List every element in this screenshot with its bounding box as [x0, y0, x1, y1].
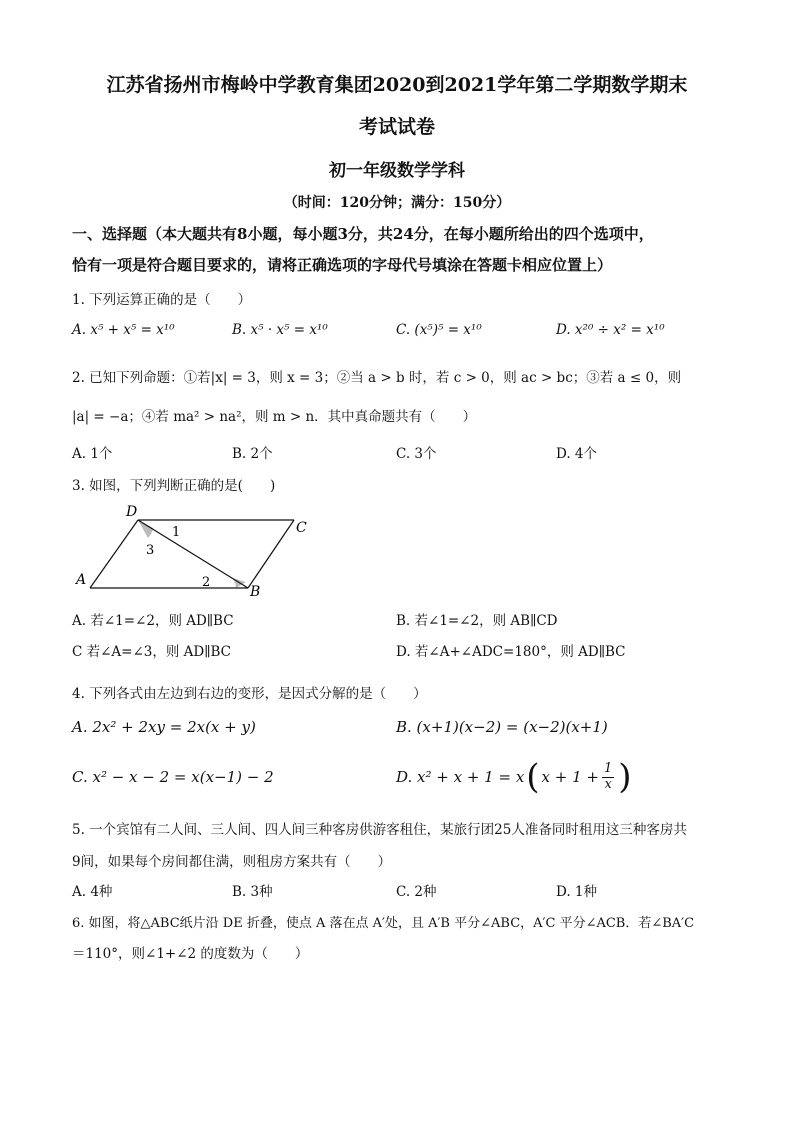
q2-option-d: D. 4个: [556, 446, 598, 462]
label-angle-2: 2: [202, 575, 211, 590]
section1-heading-line1: 一、选择题（本大题共有8小题，每小题3分，共24分，在每小题所给出的四个选项中，: [72, 225, 654, 243]
q5-option-a: A. 4种: [72, 884, 113, 900]
q5-option-c: C. 2种: [396, 884, 437, 900]
q4-fraction-numerator: 1: [604, 760, 613, 776]
q5-stem-line1: 5. 一个宾馆有二人间、三人间、四人间三种客房供游客租住，某旅行团25人准备同时租用这三种客房共: [72, 822, 687, 838]
q4-option-d-inner: x + 1 +: [541, 768, 599, 786]
q5-stem-line2: 9间，如果每个房间都住满，则租房方案共有（ ）: [72, 854, 392, 870]
q1-option-b: B. x⁵ · x⁵ = x¹⁰: [232, 322, 328, 338]
q3-parallelogram-figure: [70, 500, 320, 600]
exam-title-line1: 江苏省扬州市梅岭中学教育集团2020到2021学年第二学期数学期末: [106, 74, 688, 96]
q4-fraction: [602, 762, 614, 793]
exam-title-line2: 考试试卷: [358, 116, 435, 138]
q1-option-a: A. x⁵ + x⁵ = x¹⁰: [72, 322, 175, 338]
label-b: B: [250, 584, 261, 600]
q4-option-d: [396, 754, 632, 800]
exam-subtitle: 初一年级数学学科: [329, 161, 465, 181]
q4-option-d-prefix: D. x² + x + 1 = x: [396, 768, 525, 786]
q3-stem: 3. 如图，下列判断正确的是( ): [72, 478, 276, 494]
diagonal-db: [138, 520, 248, 588]
label-angle-3: 3: [146, 543, 155, 558]
side-cb: [248, 520, 294, 588]
side-ad: [90, 520, 138, 588]
q4-stem: 4. 下列各式由左边到右边的变形，是因式分解的是（ ）: [72, 686, 427, 702]
q2-option-b: B. 2个: [232, 446, 273, 462]
q3-option-a: A. 若∠1=∠2，则 AD∥BC: [72, 613, 234, 629]
q1-option-d: D. x²⁰ ÷ x² = x¹⁰: [556, 322, 665, 338]
q1-stem: 1. 下列运算正确的是（ ）: [72, 292, 252, 308]
q3-option-d: D. 若∠A+∠ADC=180°，则 AD∥BC: [396, 644, 626, 660]
section1-heading-line2: 恰有一项是符合题目要求的，请将正确选项的字母代号填涂在答题卡相应位置上）: [72, 256, 613, 274]
q4-option-c: C. x² − x − 2 = x(x−1) − 2: [72, 768, 274, 786]
angle-shade-d: [138, 520, 153, 538]
label-c: C: [296, 520, 307, 536]
q4-option-a: A. 2x² + 2xy = 2x(x + y): [72, 718, 256, 736]
q2-stem-line1: 2. 已知下列命题：①若|x| = 3，则 x = 3；②当 a > b 时，若 c > 0，则 ac > bc；③若 a ≤ 0，则: [72, 370, 682, 386]
q6-stem-line2: ＝110°，则∠1+∠2 的度数为（ ）: [72, 946, 309, 962]
q5-option-d: D. 1种: [556, 884, 598, 900]
label-a: A: [76, 572, 87, 588]
left-paren-icon: (: [526, 757, 540, 797]
q1-option-c: C. (x⁵)⁵ = x¹⁰: [396, 322, 482, 338]
q4-option-b: B. (x+1)(x−2) = (x−2)(x+1): [396, 718, 608, 736]
q3-option-c: C 若∠A=∠3，则 AD∥BC: [72, 644, 231, 660]
label-angle-1: 1: [172, 525, 181, 540]
q2-option-c: C. 3个: [396, 446, 437, 462]
q5-option-b: B. 3种: [232, 884, 273, 900]
exam-time-note: （时间：120分钟；满分：150分）: [283, 195, 511, 211]
q2-stem-line2: |a| = −a；④若 ma² > na²，则 m > n．其中真命题共有（ ）: [72, 409, 477, 425]
right-paren-icon: ): [618, 757, 632, 797]
q6-stem-line1: 6. 如图，将△ABC纸片沿 DE 折叠，使点 A 落在点 A′处，且 A′B 平分∠ABC，A′C 平分∠ACB．若∠BA′C: [72, 916, 695, 931]
q3-option-b: B. 若∠1=∠2，则 AB∥CD: [396, 613, 558, 629]
q2-option-a: A. 1个: [72, 446, 113, 462]
q4-fraction-denominator: x: [604, 776, 612, 792]
label-d: D: [126, 504, 138, 520]
